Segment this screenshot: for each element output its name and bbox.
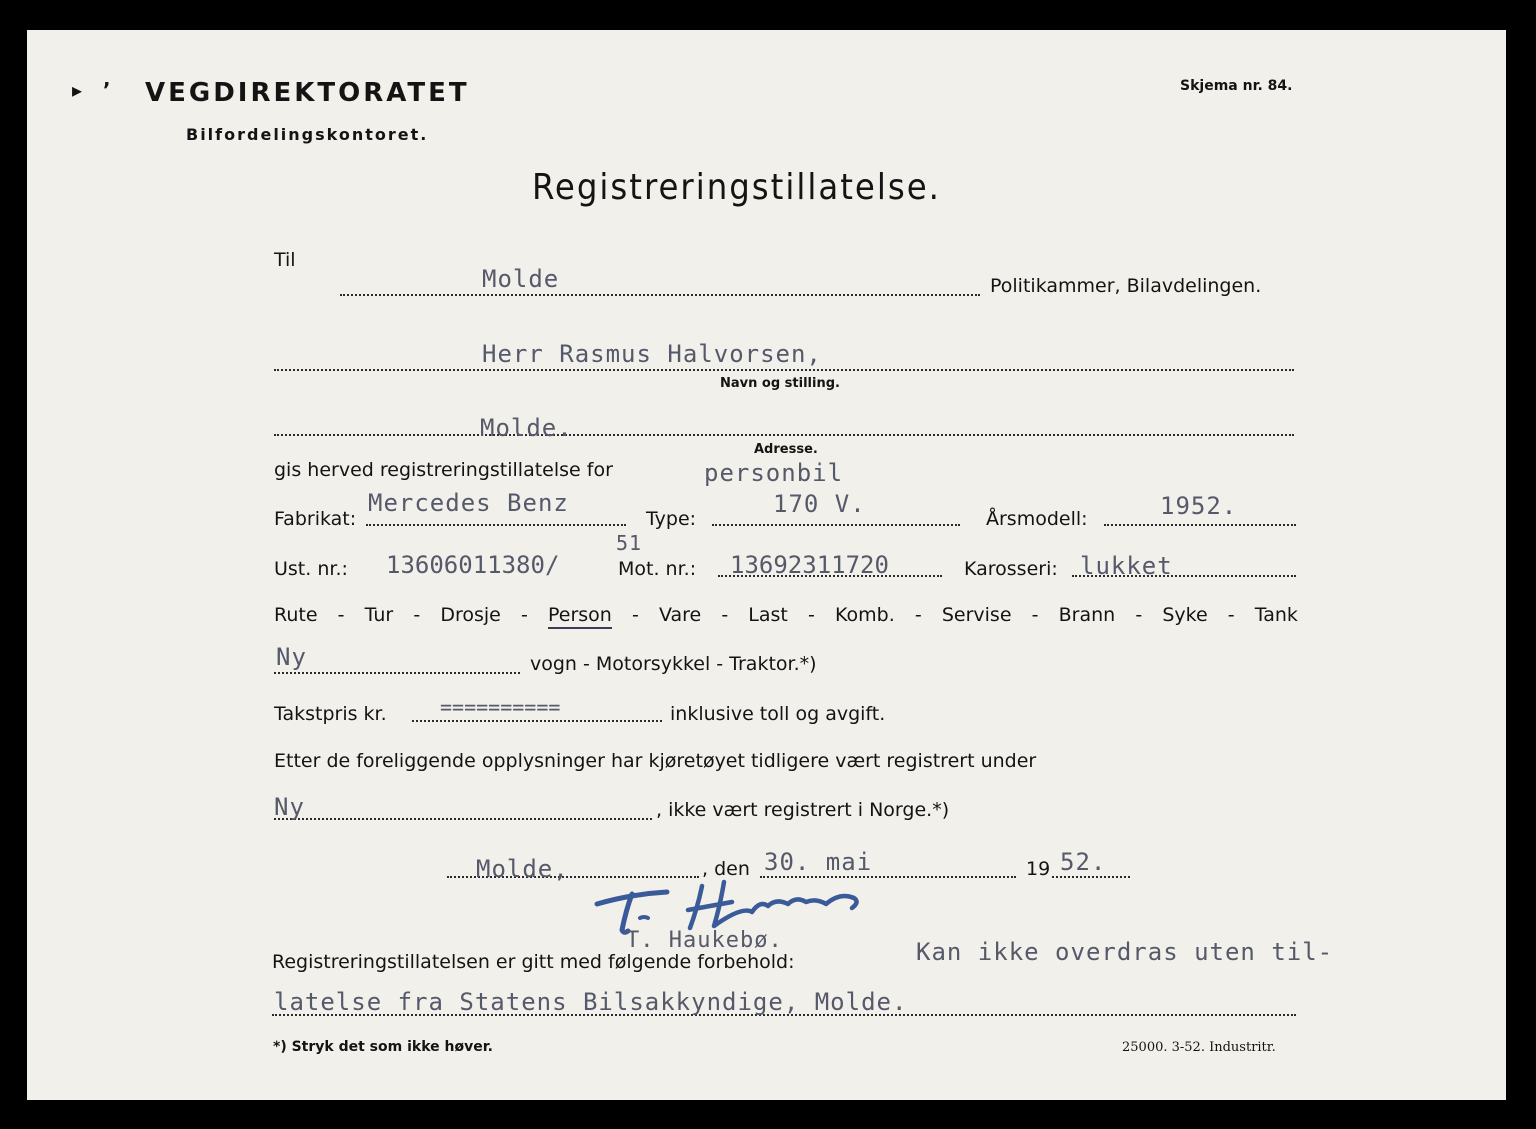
den-label: , den: [702, 858, 750, 880]
category-rute: Rute: [274, 604, 318, 626]
engine-value: 13692311720: [730, 551, 889, 579]
previous-value: Ny: [274, 793, 305, 821]
category-vare: Vare: [658, 604, 702, 626]
to-label: Til: [274, 249, 296, 271]
date-value: 30. mai: [764, 848, 873, 876]
police-suffix: Politikammer, Bilavdelingen.: [990, 275, 1262, 297]
footer-note: *) Stryk det som ikke høver.: [273, 1039, 493, 1055]
category-person-selected: Person: [548, 606, 612, 629]
conditions-line1: Kan ikke overdras uten til-: [916, 938, 1334, 966]
category-separator: -: [1135, 604, 1143, 626]
category-separator: -: [413, 604, 421, 626]
permit-label: gis herved registreringstillatelse for: [274, 459, 613, 481]
police-line: [340, 294, 980, 296]
form-number: Skjema nr. 84.: [1180, 78, 1293, 94]
type-value: 170 V.: [773, 490, 866, 518]
category-servise: Servise: [941, 604, 1012, 626]
address-line: [274, 434, 1294, 436]
price-value: ==========: [440, 695, 561, 719]
new-vehicle-line: [274, 672, 520, 674]
chassis-value: 13606011380/: [386, 551, 560, 579]
name-caption: Navn og stilling.: [720, 376, 840, 391]
previous-line: [274, 818, 652, 820]
type-line: [712, 524, 960, 526]
category-separator: -: [631, 604, 639, 626]
category-komb: Komb.: [834, 604, 895, 626]
recipient-name: Herr Rasmus Halvorsen,: [482, 340, 822, 368]
chassis-suffix: 51: [616, 531, 643, 555]
recipient-address: Molde.: [480, 414, 573, 442]
address-caption: Adresse.: [754, 442, 818, 457]
category-syke: Syke: [1162, 604, 1208, 626]
category-separator: -: [1031, 604, 1039, 626]
category-tank: Tank: [1254, 604, 1298, 626]
agency-mark: ▸ ’: [72, 78, 111, 102]
year-label: Årsmodell:: [986, 508, 1088, 530]
type-label: Type:: [646, 508, 697, 530]
price-label: Takstpris kr.: [274, 703, 387, 725]
category-drosje: Drosje: [440, 604, 501, 626]
category-tur: Tur: [364, 604, 394, 626]
conditions-label: Registreringstillatelsen er gitt med følgende forbehold:: [272, 951, 795, 973]
conditions-line2: latelse fra Statens Bilsakkyndige, Molde.: [274, 988, 908, 1016]
price-line: [412, 720, 662, 722]
body-value: lukket: [1080, 552, 1173, 580]
document-title: Registreringstillatelse.: [532, 167, 941, 208]
year-suffix: 52.: [1060, 848, 1107, 876]
previous-suffix: , ikke vært registrert i Norge.*): [656, 799, 950, 821]
category-list: [274, 606, 1298, 629]
year-suffix-line: [1052, 876, 1130, 878]
category-separator: -: [808, 604, 815, 626]
place-value: Molde,: [476, 855, 569, 883]
vehicle-kind-text: vogn - Motorsykkel - Traktor.*): [530, 653, 817, 675]
name-line: [274, 369, 1294, 371]
police-value: Molde: [482, 265, 560, 293]
category-separator: -: [721, 604, 729, 626]
category-separator: -: [337, 604, 345, 626]
office-name: Bilfordelingskontoret.: [186, 125, 429, 144]
category-separator: -: [914, 604, 922, 626]
permit-value: personbil: [704, 459, 844, 487]
make-line: [366, 524, 626, 526]
category-brann: Brann: [1058, 604, 1116, 626]
category-last: Last: [748, 604, 788, 626]
category-separator: -: [1227, 604, 1235, 626]
make-label: Fabrikat:: [274, 508, 357, 530]
previous-text: Etter de foreliggende opplysninger har kjøretøyet tidligere vært registrert under: [274, 750, 1037, 772]
engine-label: Mot. nr.:: [618, 558, 697, 580]
year-value: 1952.: [1160, 492, 1238, 520]
year-line: [1104, 524, 1296, 526]
new-vehicle-value: Ny: [276, 643, 307, 671]
make-value: Mercedes Benz: [368, 489, 569, 517]
print-info: 25000. 3-52. Industritr.: [1122, 1040, 1276, 1055]
signatory-name: T. Haukebø.: [626, 928, 783, 953]
year-prefix: 19: [1026, 858, 1051, 880]
price-suffix: inklusive toll og avgift.: [670, 703, 886, 725]
chassis-label: Ust. nr.:: [274, 558, 348, 580]
body-label: Karosseri:: [964, 558, 1058, 580]
agency-name: VEGDIREKTORATET: [145, 78, 470, 108]
category-separator: -: [520, 604, 528, 626]
